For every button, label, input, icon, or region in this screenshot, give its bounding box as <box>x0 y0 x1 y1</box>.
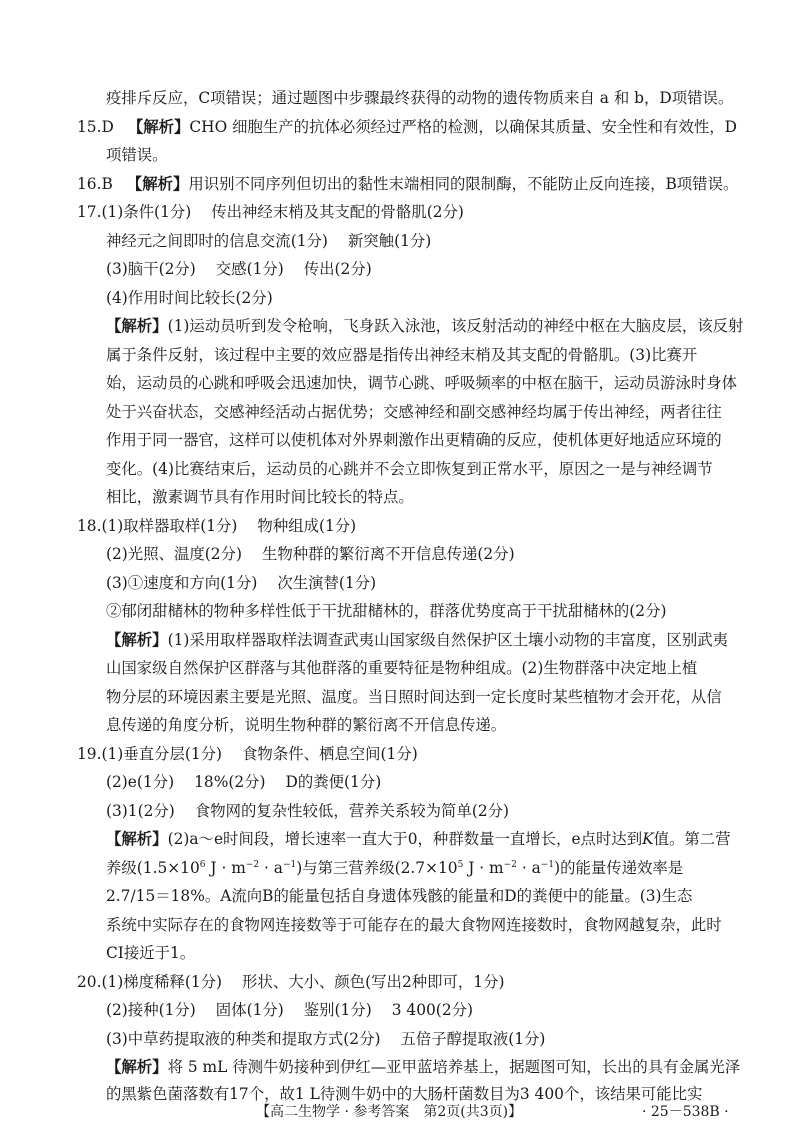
analysis-tag: 【解析】 <box>106 1058 168 1076</box>
analysis-text: (1)运动员听到发令枪响，飞身跃入泳池，该反射活动的神经中枢在大脑皮层，该反射 <box>167 317 744 335</box>
formula-part: · a <box>259 859 283 877</box>
answer-line: (4)作用时间比较长(2分) <box>106 289 273 307</box>
formula-part: )与第三营养级(2.7×10 <box>296 859 458 877</box>
text-line: 属于条件反射，该过程中主要的效应器是指传出神经末梢及其支配的骨骼肌。(3)比赛开 <box>106 346 698 364</box>
answer-line <box>106 772 381 794</box>
answer-line <box>106 231 431 253</box>
text-line: 2.7/15＝18%。A流向B的能量包括自身遗体残骸的能量和D的粪便中的能量。(3)生态 <box>106 887 693 905</box>
text-line: 疫排斥反应，C项错误；通过题图中步骤最终获得的动物的遗传物质来自 a 和 b，D项错误。 <box>106 89 734 107</box>
text-line: CI接近于1。 <box>106 944 196 962</box>
text-line-overflow: 的黑紫色菌落数有17个，故1 L待测牛奶中的大肠杆菌数目为3 400个，该结果可能比实 <box>106 1085 703 1103</box>
exponent: −2 <box>503 859 517 870</box>
answer-part: 物种组成(1分) <box>257 517 357 535</box>
text-line: 息传递的角度分析，说明生物种群的繁衍离不开信息传递。 <box>106 716 507 734</box>
answer-part: 食物条件、栖息空间(1分) <box>242 745 418 763</box>
q19-line <box>77 744 418 766</box>
answer-part: 食物网的复杂性较低，营养关系较为简单(2分) <box>194 802 510 820</box>
answer-part: (2)光照、温度(2分) <box>106 545 242 563</box>
exponent: 6 <box>199 859 206 870</box>
analysis-line <box>106 1057 740 1079</box>
answer-part: (2)接种(1分) <box>106 1001 196 1019</box>
q15-text: CHO 细胞生产的抗体必须经过严格的检测，以确保其质量、安全性和有效性，D <box>189 118 737 136</box>
q16-answer: 16.B <box>77 175 113 193</box>
exponent: 5 <box>457 859 464 870</box>
q16-line <box>77 174 738 196</box>
answer-part: D的粪便(1分) <box>285 773 382 791</box>
answer-line: ②郁闭甜槠林的物种多样性低于干扰甜槠林的，群落优势度高于干扰甜槠林的(2分) <box>106 602 667 620</box>
formula-part: · a <box>516 859 541 877</box>
exponent: −1 <box>282 859 297 870</box>
answer-part: 20.(1)梯度稀释(1分) <box>77 973 223 991</box>
formula-part: J · m <box>463 859 504 877</box>
answer-part: 19.(1)垂直分层(1分) <box>77 745 223 763</box>
answer-line <box>106 573 376 595</box>
answer-part: (2)e(1分) <box>106 773 175 791</box>
answer-line <box>106 544 515 566</box>
text-line: 处于兴奋状态，交感神经活动占据优势；交感神经和副交感神经均属于传出神经，两者往往 <box>106 403 722 421</box>
q17-line <box>77 202 464 224</box>
answer-line <box>106 1000 473 1022</box>
answer-part: (3)①速度和方向(1分) <box>106 574 258 592</box>
answer-part: 传出(2分) <box>303 260 372 278</box>
text-line: 山国家级自然保护区群落与其他群落的重要特征是物种组成。(2)生物群落中决定地上植 <box>106 659 698 677</box>
formula-part: 养级(1.5×10 <box>106 859 200 877</box>
q15-answer: 15.D <box>77 118 114 136</box>
q15-line <box>77 117 737 139</box>
answer-line <box>106 801 509 823</box>
answer-part: (3)1(2分) <box>106 802 175 820</box>
text-line: 物分层的环境因素主要是光照、温度。当日照时间达到一定长度时某些植物才会开花，从信 <box>106 688 722 706</box>
answer-part: 新突触(1分) <box>347 232 432 250</box>
answer-part: 3 400(2分) <box>391 1001 474 1019</box>
answer-part: 18%(2分) <box>194 773 266 791</box>
page-footer <box>0 1102 800 1124</box>
text-line: 变化。(4)比赛结束后，运动员的心跳并不会立即恢复到正常水平，原因之一是与神经调节 <box>106 460 713 478</box>
answer-part: 神经元之间即时的信息交流(1分) <box>106 232 328 250</box>
answer-part: 固体(1分) <box>215 1001 284 1019</box>
analysis-text: 值。第二营 <box>653 830 731 848</box>
text-line: 系统中实际存在的食物网连接数等于可能存在的最大食物网连接数时，食物网越复杂，此时 <box>106 916 722 934</box>
answer-part: 交感(1分) <box>215 260 284 278</box>
answer-line <box>106 1029 545 1051</box>
analysis-tag: 【解析】 <box>106 317 168 335</box>
text-line: 相比，激素调节具有作用时间比较长的特点。 <box>106 488 414 506</box>
footer-title: 【高二生物学 · 参考答案 第2页(共3页)】 <box>256 1104 523 1120</box>
analysis-text: (2)a～e时间段，增长速率一直大于0，种群数量一直增长，e点时达到 <box>167 830 643 848</box>
text-line: 项错误。 <box>106 146 168 164</box>
footer-code: · 25－538B · <box>642 1104 729 1120</box>
q18-line <box>77 516 356 538</box>
analysis-tag: 【解析】 <box>106 830 168 848</box>
answer-part: 形状、大小、颜色(写出2种即可，1分) <box>242 973 505 991</box>
formula-part: )的能量传递效率是 <box>554 859 684 877</box>
q16-text: 用识别不同序列但切出的黏性末端相同的限制酶，不能防止反向连接，B项错误。 <box>188 175 739 193</box>
q20-line <box>77 972 504 994</box>
answer-part: (3)中草药提取液的种类和提取方式(2分) <box>106 1030 381 1048</box>
answer-line <box>106 259 372 281</box>
answer-part: 生物种群的繁衍离不开信息传递(2分) <box>261 545 515 563</box>
answer-part: 17.(1)条件(1分) <box>77 203 192 221</box>
answer-part: 18.(1)取样器取样(1分) <box>77 517 238 535</box>
answer-part: (3)脑干(2分) <box>106 260 196 278</box>
analysis-line <box>106 316 743 338</box>
variable-k: K <box>642 830 654 848</box>
analysis-line <box>106 829 731 851</box>
analysis-line <box>106 630 728 652</box>
analysis-tag: 【解析】 <box>126 175 189 193</box>
analysis-text: (1)采用取样器取样法调查武夷山国家级自然保护区土壤小动物的丰富度，区别武夷 <box>167 631 729 649</box>
analysis-tag: 【解析】 <box>106 631 168 649</box>
exponent: −1 <box>540 859 555 870</box>
formula-part: J · m <box>205 859 246 877</box>
analysis-tag: 【解析】 <box>127 118 190 136</box>
analysis-text: 将 5 mL 待测牛奶接种到伊红—亚甲蓝培养基上，据题图可知，长出的具有金属光泽 <box>167 1058 741 1076</box>
text-line: 作用于同一器官，这样可以使机体对外界刺激作出更精确的反应，使机体更好地适应环境的 <box>106 431 722 449</box>
answer-part: 五倍子醇提取液(1分) <box>400 1030 546 1048</box>
formula-line <box>106 858 683 880</box>
text-line: 始，运动员的心跳和呼吸会迅速加快，调节心跳、呼吸频率的中枢在脑干，运动员游泳时身体 <box>106 374 738 392</box>
answer-part: 次生演替(1分) <box>277 574 377 592</box>
answer-part: 传出神经末梢及其支配的骨骼肌(2分) <box>211 203 464 221</box>
exponent: −2 <box>245 859 260 870</box>
answer-part: 鉴别(1分) <box>303 1001 372 1019</box>
